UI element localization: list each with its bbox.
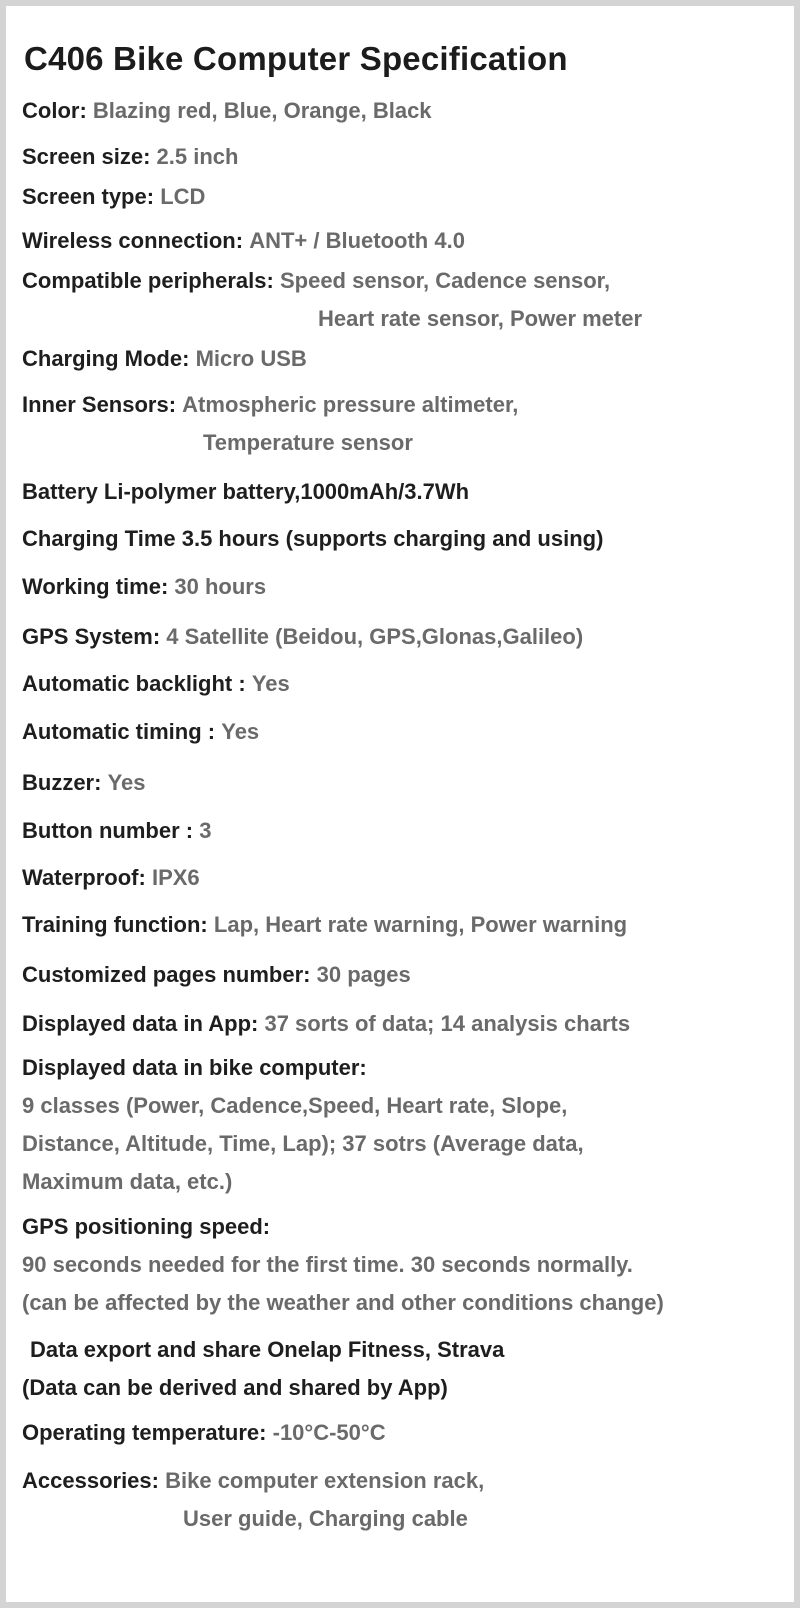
spec-value: Micro USB [195, 346, 307, 371]
spec-timing [22, 719, 259, 745]
spec-value-line: (can be affected by the weather and other conditions change) [22, 1290, 664, 1315]
spec-label: Working time: [22, 574, 169, 599]
spec-value: Blazing red, Blue, Orange, Black [92, 98, 432, 123]
spec-value-line: 9 classes (Power, Cadence,Speed, Heart rate, Slope, [22, 1093, 568, 1118]
spec-custom-pages [22, 962, 411, 988]
spec-label: Wireless connection: [22, 228, 244, 253]
spec-value: -10°C-50°C [272, 1420, 386, 1445]
spec-accessories [22, 1468, 484, 1494]
spec-value: Yes [107, 770, 146, 795]
spec-card [6, 6, 794, 1602]
spec-label: Inner Sensors: [22, 392, 177, 417]
spec-label: Automatic backlight : [22, 671, 246, 696]
spec-value: 30 pages [316, 962, 411, 987]
spec-buzzer [22, 770, 146, 796]
spec-value: Yes [251, 671, 290, 696]
spec-button-number [22, 818, 211, 844]
spec-value: ANT+ / Bluetooth 4.0 [249, 228, 465, 253]
spec-value: Atmospheric pressure altimeter, [182, 392, 519, 417]
spec-value: 37 sorts of data; 14 analysis charts [264, 1011, 631, 1036]
spec-color [22, 98, 432, 124]
spec-gps-system [22, 624, 583, 650]
spec-label: Waterproof: [22, 865, 146, 890]
spec-label: Battery Li-polymer battery,1000mAh/3.7Wh [22, 479, 470, 504]
spec-value-line: 90 seconds needed for the first time. 30 seconds normally. [22, 1252, 633, 1277]
spec-label: Operating temperature: [22, 1420, 267, 1445]
spec-app-data [22, 1011, 630, 1037]
spec-charging-mode [22, 346, 307, 372]
spec-screen-type [22, 184, 205, 210]
spec-value: IPX6 [151, 865, 200, 890]
spec-value: Yes [221, 719, 260, 744]
spec-label: Charging Mode: [22, 346, 190, 371]
spec-value: 2.5 inch [156, 144, 239, 169]
spec-label: Customized pages number: [22, 962, 311, 987]
spec-battery [22, 479, 469, 505]
spec-operating-temp [22, 1420, 386, 1446]
spec-label: Automatic timing : [22, 719, 216, 744]
spec-value: 30 hours [174, 574, 267, 599]
spec-label: Displayed data in App: [22, 1011, 259, 1036]
spec-value-line: Distance, Altitude, Time, Lap); 37 sotrs (Average data, [22, 1131, 584, 1156]
spec-backlight [22, 671, 290, 697]
spec-value: Speed sensor, Cadence sensor, [279, 268, 611, 293]
spec-label: Color: [22, 98, 87, 123]
spec-training [22, 912, 627, 938]
spec-working-time [22, 574, 266, 600]
page-title: C406 Bike Computer Specification [24, 40, 568, 77]
spec-value-cont: Temperature sensor [203, 430, 413, 455]
spec-label: Compatible peripherals: [22, 268, 274, 293]
spec-screen-size [22, 144, 238, 170]
spec-charging-time [22, 526, 603, 552]
spec-label: Buzzer: [22, 770, 102, 795]
spec-value-line: Maximum data, etc.) [22, 1169, 233, 1194]
spec-wireless [22, 228, 465, 254]
spec-value: Lap, Heart rate warning, Power warning [213, 912, 628, 937]
spec-label: Accessories: [22, 1468, 159, 1493]
spec-value-cont: User guide, Charging cable [183, 1506, 468, 1531]
spec-label: GPS positioning speed: [22, 1214, 271, 1239]
spec-label: Training function: [22, 912, 208, 937]
spec-peripherals [22, 268, 610, 294]
spec-label: Charging Time 3.5 hours (supports charging and using) [22, 526, 604, 551]
spec-value-cont: Heart rate sensor, Power meter [318, 306, 643, 331]
spec-label: Screen type: [22, 184, 155, 209]
spec-waterproof [22, 865, 200, 891]
spec-label: Button number : [22, 818, 194, 843]
spec-inner-sensors [22, 392, 518, 418]
spec-value: Bike computer extension rack, [165, 1468, 485, 1493]
spec-label: Screen size: [22, 144, 151, 169]
spec-label: Displayed data in bike computer: [22, 1055, 367, 1080]
spec-label: (Data can be derived and shared by App) [22, 1375, 448, 1400]
spec-label: GPS System: [22, 624, 161, 649]
spec-value: 4 Satellite (Beidou, GPS,Glonas,Galileo) [166, 624, 584, 649]
spec-value: 3 [199, 818, 212, 843]
spec-label: Data export and share Onelap Fitness, Strava [30, 1337, 505, 1362]
spec-value: LCD [160, 184, 206, 209]
